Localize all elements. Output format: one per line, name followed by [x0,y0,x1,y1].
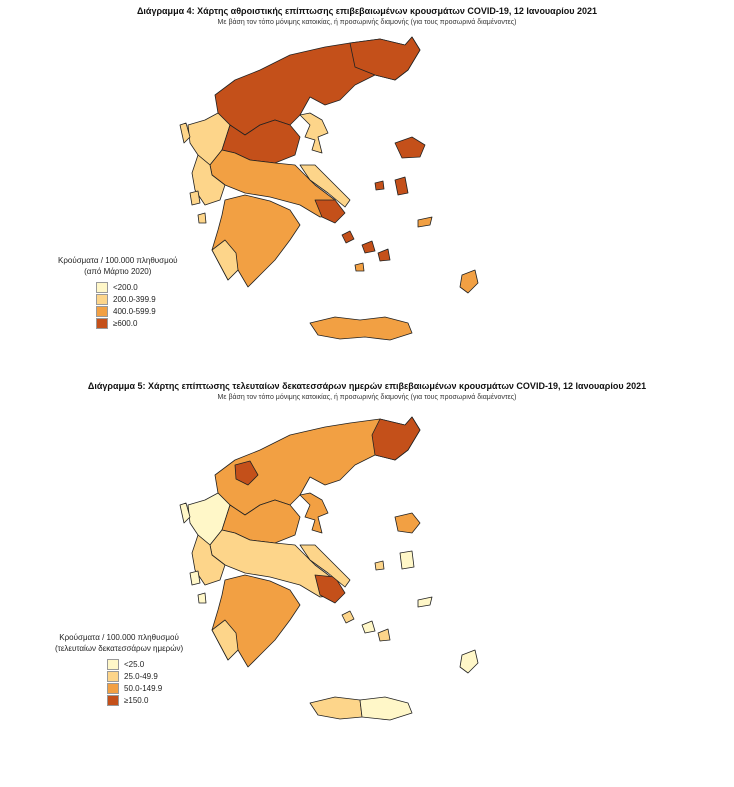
map1-legend-swatch [96,294,108,305]
map1-legend [58,255,178,329]
map1-subtitle: Με βάση τον τόπο μόνιμης κατοικίας, ή προσωρινής διαμονής (για τους προσωρινά διαμένοντες) [217,19,517,26]
map1-legend-label: ≥600.0 [113,318,138,328]
map2-legend-title-line1: Κρούσματα / 100.000 πληθυσμού [59,633,179,642]
map2-subtitle: Με βάση τον τόπο μόνιμης κατοικίας, ή προσωρινής διαμονής (για τους προσωρινά διαμένοντες) [217,394,517,401]
map1-legend-item [96,305,178,317]
map2-legend [55,632,183,706]
map1-region-chios [395,177,408,195]
map1-region-chalkidiki [300,113,328,153]
map1-legend-title-line2: (από Μάρτιο 2020) [84,267,152,276]
map2-legend-label: <25.0 [124,659,145,669]
map1-legend-swatch [96,318,108,329]
map2-region-rhodes [460,650,478,673]
map1-legend-title-line1: Κρούσματα / 100.000 πληθυσμού [58,256,178,265]
map1-region-zakynthos [198,213,206,223]
map2-legend-label: 50.0-149.9 [124,683,163,693]
map2-region-samos [418,597,432,607]
map1-title: Διάγραμμα 4: Χάρτης αθροιστικής επίπτωσης επιβεβαιωμένων κρουσμάτων COVID-19, 12 Ιανουαρίου 2021 [136,6,598,16]
map2-region-cyclades-a [342,611,354,623]
map1-region-crete [310,317,412,340]
map1-region-kefalonia [190,191,200,205]
map1-greece-map [150,25,540,355]
map1-legend-item [96,293,178,305]
map1-legend-label: 400.0-599.9 [113,306,156,316]
map1-legend-label: 200.0-399.9 [113,294,156,304]
map2-legend-swatch [107,659,119,670]
map1-legend-swatch [96,306,108,317]
map2-legend-label: ≥150.0 [124,695,149,705]
map2-region-zakynthos [198,593,206,603]
map2-region-cyclades-c [378,629,390,641]
map1-legend-label: <200.0 [113,282,138,292]
map1-region-samos [418,217,432,227]
map2-region-lesvos [395,513,420,533]
map1-region-lesvos [395,137,425,158]
map1-region-skyros [375,181,384,190]
map2-legend-swatch [107,671,119,682]
map1-region-cyclades-b [362,241,375,253]
map2-region-kefalonia [190,571,200,585]
map2-region-thrace-east [372,417,420,460]
map1-legend-item [96,281,178,293]
map1-legend-item [96,317,178,329]
map1-region-cyclades-d [355,263,364,271]
map1-region-rhodes [460,270,478,293]
map2-region-chalkidiki [300,493,328,533]
map2-legend-item [107,658,183,670]
map2-title: Διάγραμμα 5: Χάρτης επίπτωσης τελευταίων δεκατεσσάρων ημερών επιβεβαιωμένων κρουσμάτων COVID-19, 12 Ιανουαρίου 2021 [87,381,647,391]
map2-legend-item [107,682,183,694]
map2-region-cyclades-b [362,621,375,633]
map2-legend-swatch [107,683,119,694]
map1-region-cyclades-c [378,249,390,261]
map1-region-cyclades-a [342,231,354,243]
map2-legend-item [107,670,183,682]
map2-legend-item [107,694,183,706]
map2-region-chios [400,551,414,569]
map2-region-crete-west [310,697,362,719]
map2-region-crete-east [360,697,412,720]
map2-region-skyros [375,561,384,570]
map2-legend-title-line2: (τελευταίων δεκατεσσάρων ημερών) [55,644,184,653]
map2-legend-swatch [107,695,119,706]
map2-legend-label: 25.0-49.9 [124,671,158,681]
map2-greece-map [150,405,540,735]
map1-legend-swatch [96,282,108,293]
